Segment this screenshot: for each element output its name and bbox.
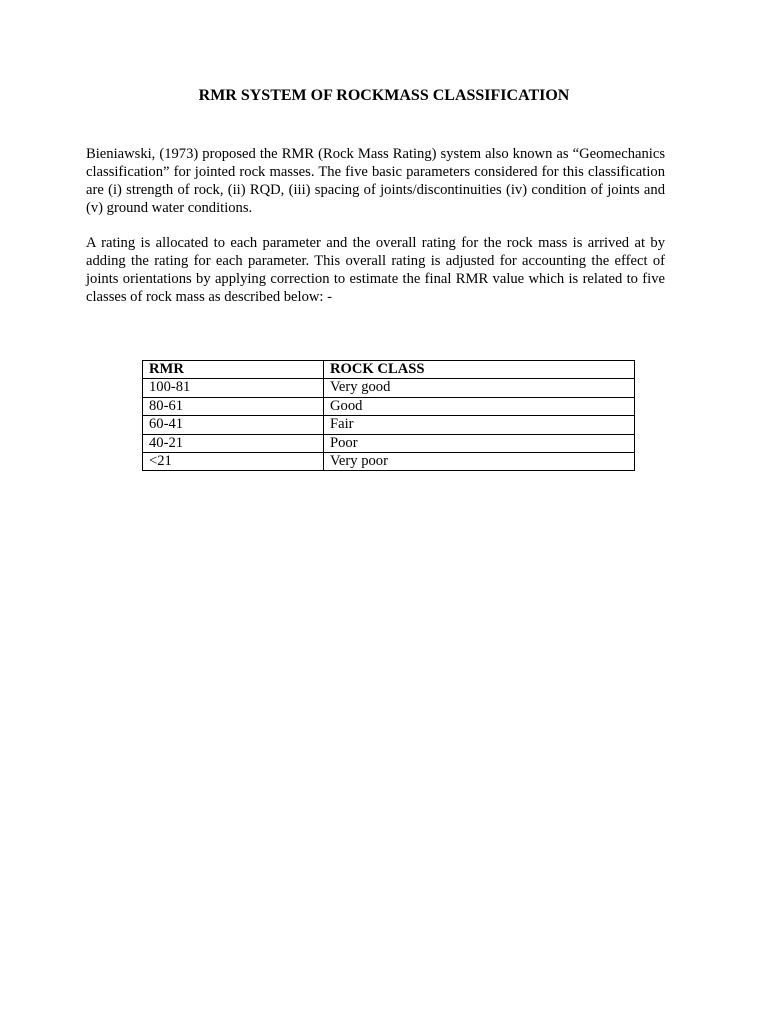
document-title: RMR SYSTEM OF ROCKMASS CLASSIFICATION xyxy=(198,87,570,104)
table-header-row xyxy=(143,361,635,379)
table-row xyxy=(143,434,635,452)
table-row xyxy=(143,379,635,397)
rmr-cell: 60-41 xyxy=(143,416,324,434)
header-rmr: RMR xyxy=(143,361,324,379)
table-row xyxy=(143,452,635,470)
table-row xyxy=(143,397,635,415)
rmr-cell: <21 xyxy=(143,452,324,470)
rmr-cell: 80-61 xyxy=(143,397,324,415)
rmr-class-table xyxy=(142,360,635,471)
rmr-cell: 40-21 xyxy=(143,434,324,452)
rock-class-cell: Good xyxy=(324,397,635,415)
rock-class-cell: Very poor xyxy=(324,452,635,470)
intro-paragraph: Bieniawski, (1973) proposed the RMR (Rock Mass Rating) system also known as “Geomechanics classification” for jointed rock masses. The five basic parameters considered for this classification are (i) strength of rock, (ii) RQD, (iii) spacing of joints/discontinuities (iv) condition of joints and (v) ground water conditions. xyxy=(86,146,665,216)
rating-paragraph: A rating is allocated to each parameter and the overall rating for the rock mass is arrived at by adding the rating for each parameter. This overall rating is adjusted for accounting the effect of joints orientations by applying correction to estimate the final RMR value which is related to five classes of rock mass as described below: - xyxy=(86,235,665,305)
rmr-cell: 100-81 xyxy=(143,379,324,397)
rock-class-cell: Poor xyxy=(324,434,635,452)
header-rock-class: ROCK CLASS xyxy=(324,361,635,379)
rock-class-cell: Very good xyxy=(324,379,635,397)
rock-class-cell: Fair xyxy=(324,416,635,434)
table-row xyxy=(143,416,635,434)
